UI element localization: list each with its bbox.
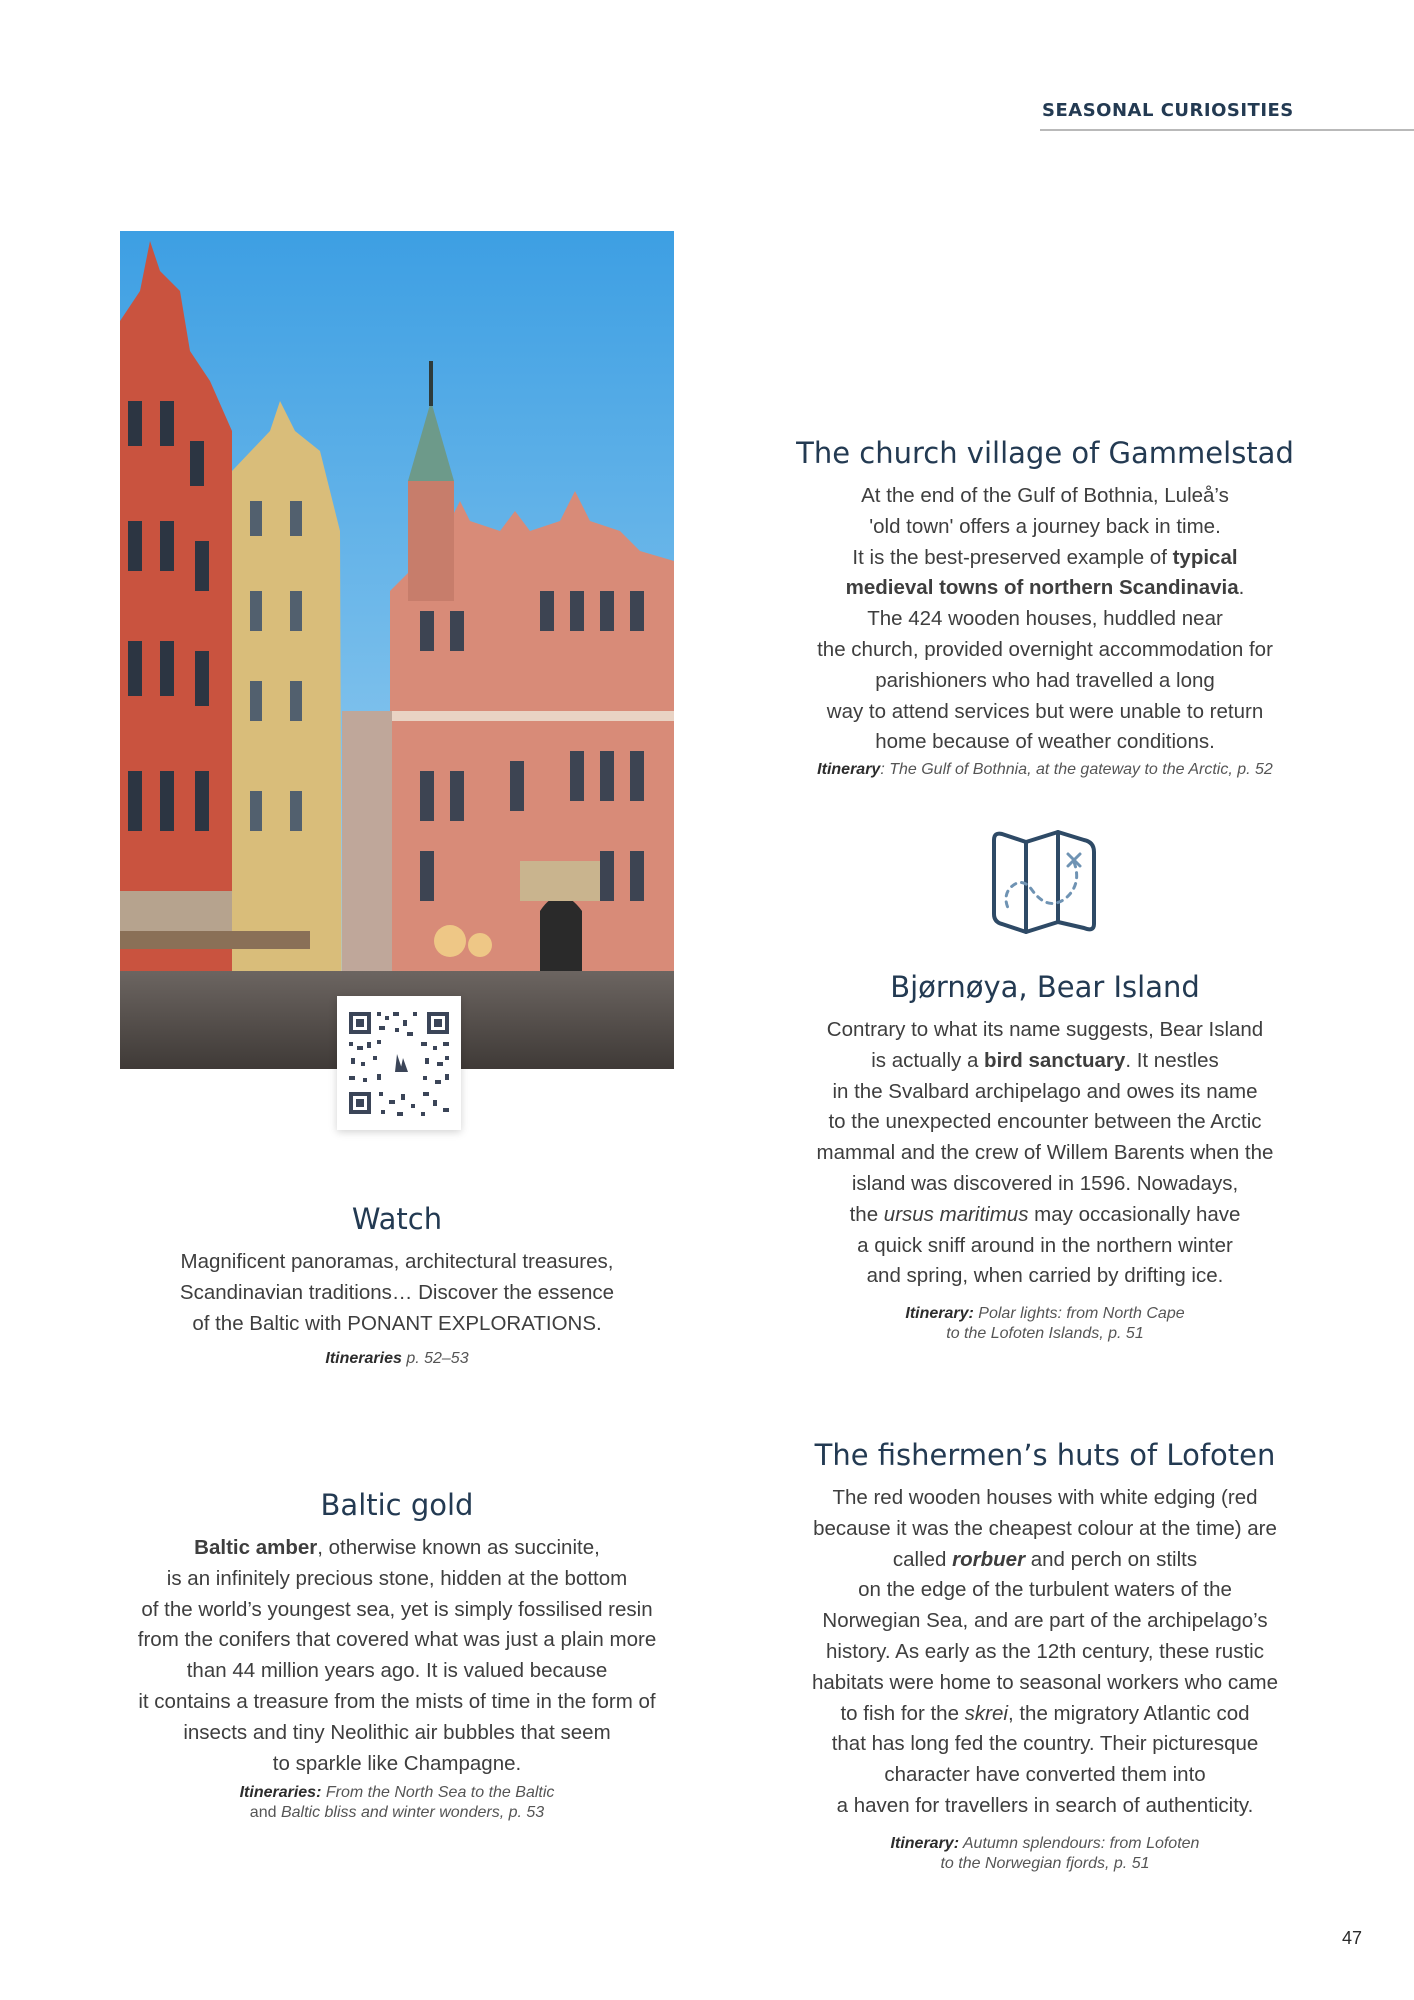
section-header <box>1040 100 1414 131</box>
city-photo <box>120 231 674 1069</box>
body-line: The 424 wooden houses, huddled near <box>867 607 1223 631</box>
article-gammelstad <box>780 434 1310 780</box>
itinerary-reference: Itinerary: Autumn splendours: from Lofoten to the Norwegian fjords, p. 51 <box>890 1834 1200 1872</box>
article-baltic-gold <box>120 1486 674 1823</box>
itinerary-reference: Itinerary: Polar lights: from North Cape to the Lofoten Islands, p. 51 <box>905 1305 1185 1343</box>
article-title: The church village of Gammelstad <box>796 436 1294 470</box>
article-title: Bjørnøya, Bear Island <box>890 970 1200 1004</box>
article-title: The fishermen’s huts of Lofoten <box>814 1438 1276 1472</box>
page-number: 47 <box>1342 1928 1363 1948</box>
article-bear-island <box>780 968 1310 1344</box>
map-icon <box>988 828 1100 936</box>
body-line: At the end of the Gulf of Bothnia, Luleå’s <box>861 484 1229 507</box>
qr-code[interactable] <box>337 996 461 1130</box>
body-line: 'old town' offers a journey back in time. <box>869 514 1221 538</box>
itinerary-reference: Itineraries: From the North Sea to the Baltic and Baltic bliss and winter wonders, p. 53 <box>239 1784 555 1822</box>
itinerary-reference: Itineraries p. 52–53 <box>325 1350 469 1368</box>
article-lofoten <box>780 1436 1310 1874</box>
body-line: parishioners who had travelled a long <box>875 668 1215 692</box>
article-body: The red wooden houses with white edging (red because it was the cheapest colour at the time) are called rorbuer and perch on stilts on the edge of the turbulent waters of the Norwegian Sea, and are part of the archipelago’s history. As early as the 12th century, these rustic habitats were home to seasonal workers who came to fish for the skrei, the migratory Atlantic cod that has long fed the country. Their picturesque character have converted them into a haven for travellers in search of authenticity. <box>811 1486 1279 1817</box>
header-divider <box>1040 129 1414 131</box>
article-body: Baltic amber, otherwise known as succinite, is an infinitely precious stone, hidden at the bottom of the world’s youngest sea, yet is simply fossilised resin from the conifers that covered what was just a plain more than 44 million years ago. It is valued because it contains a treasure from the mists of time in the form of insects and tiny Neolithic air bubbles that seem to sparkle like Champagne. <box>137 1536 657 1775</box>
section-title: SEASONAL CURIOSITIES <box>1042 100 1294 121</box>
article-body <box>780 481 1310 758</box>
body-line: way to attend services but were unable to return <box>826 699 1264 723</box>
article-title: Watch <box>351 1202 443 1236</box>
body-line: medieval towns of northern Scandinavia. <box>845 576 1245 600</box>
body-line: home because of weather conditions. <box>875 730 1215 754</box>
body-line: the church, provided overnight accommodation for <box>817 637 1273 661</box>
itinerary-reference: Itinerary: The Gulf of Bothnia, at the gateway to the Arctic, p. 52 <box>817 761 1273 779</box>
article-watch <box>120 1200 674 1369</box>
article-body: Contrary to what its name suggests, Bear Island is actually a bird sanctuary. It nestles in the Svalbard archipelago and owes its name to the unexpected encounter between the Arctic mammal and the crew of Willem Barents when the island was discovered in 1596. Nowadays, the ursus maritimus may occasionally have a quick sniff around in the northern winter and spring, when carried by drifting ice. <box>816 1018 1274 1288</box>
article-body: Magnificent panoramas, architectural treasures, Scandinavian traditions… Discover the essence of the Baltic with PONANT EXPLORATIONS. <box>179 1250 615 1335</box>
body-line: It is the best-preserved example of typical <box>852 545 1238 569</box>
article-title: Baltic gold <box>320 1488 474 1522</box>
